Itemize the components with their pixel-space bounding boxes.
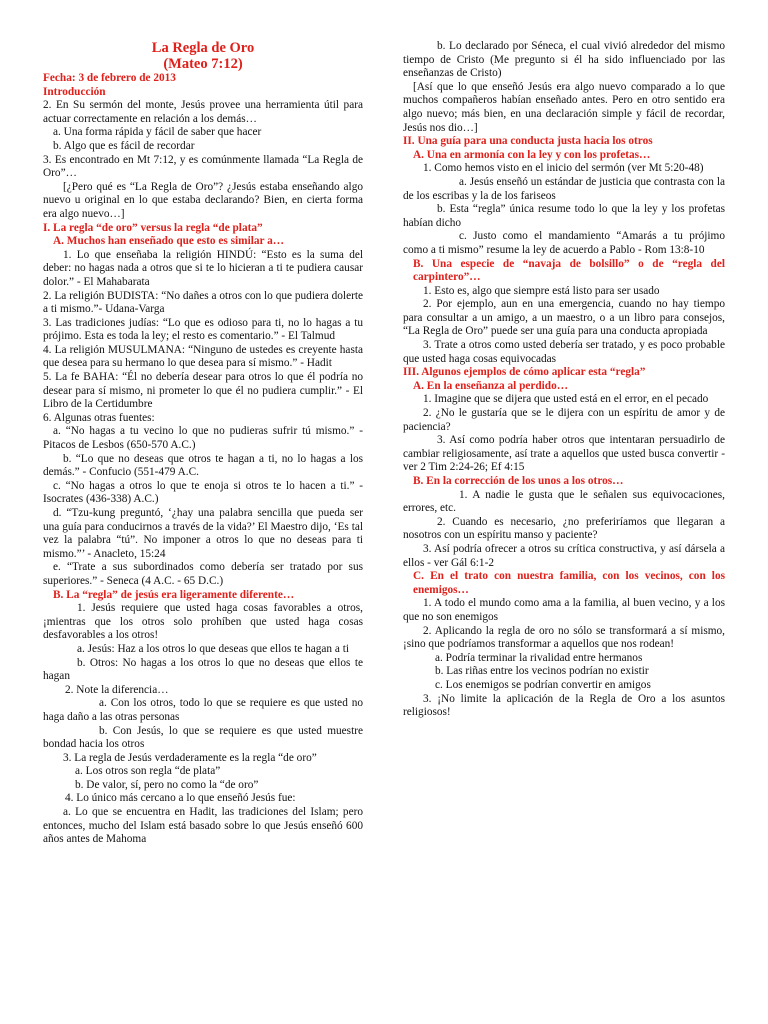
section-heading: II. Una guía para una conducta justa hacia los otros (403, 135, 653, 148)
paragraph: 2. ¿No le gustaría que se le dijera con un espíritu de amor y de paciencia? (403, 407, 725, 433)
paragraph: b. De valor, sí, pero no como la “de oro” (75, 778, 259, 791)
document-date: Fecha: 3 de febrero de 2013 (43, 72, 176, 84)
paragraph: 3. Así podría ofrecer a otros su crítica constructiva, y así dársela a ellos - ver Gál 6:1-2 (403, 542, 725, 569)
paragraph: 1. Como hemos visto en el inicio del sermón (ver Mt 5:20-48) (423, 162, 704, 175)
paragraph: [¿Pero qué es “La Regla de Oro”? ¿Jesús estaba enseñando algo nuevo u original en lo que estaba declarando? Bien, en cierta forma era algo nuevo…] (43, 180, 363, 220)
left-column-body (43, 99, 363, 847)
paragraph: 2. La religión BUDISTA: “No dañes a otros con lo que pudiera dolerte a ti mismo.”- Udana-Varga (43, 289, 363, 316)
section-introduction: Introducción (43, 85, 106, 98)
paragraph: a. Con los otros, todo lo que se requiere es que usted no haga daño a las otras personas (43, 697, 363, 723)
paragraph: 1. A nadie le gusta que le señalen sus equivocaciones, errores, etc. (403, 488, 725, 515)
paragraph: b. Esta “regla” única resume todo lo que la ley y los profetas habían dicho (403, 203, 725, 229)
paragraph: [Así que lo que enseñó Jesús era algo nuevo comparado a lo que muchos compañeros habían enseñado antes. Pero en otro sentido era algo nuevo; más bien, en una declaración simple y fácil de recordar, Jesús nos dio…] (403, 80, 725, 134)
paragraph: 3. Trate a otros como usted debería ser tratado, y es poco probable que usted haga cosas equivocadas (403, 339, 725, 365)
paragraph: 1. Imagine que se dijera que usted está en el error, en el pecado (423, 393, 709, 406)
paragraph: 1. Jesús requiere que usted haga cosas favorables a otros, ¡mientras que los otros solo prohíben que usted haga cosas desfavorables a los otros! (43, 602, 363, 642)
section-heading: B. La “regla” de jesús era ligeramente diferente… (53, 588, 295, 601)
paragraph: 2. Cuando es necesario, ¿no preferiríamos que llegaran a nosotros con un espíritu manso y paciente? (403, 515, 725, 542)
paragraph: 6. Algunas otras fuentes: (43, 411, 155, 424)
paragraph: b. Las riñas entre los vecinos podrían no existir (435, 665, 649, 678)
paragraph: c. “No hagas a otros lo que te enoja si otros te lo hacen a ti.” - Isocrates (436-338) A.C.) (43, 479, 363, 506)
paragraph: 5. La fe BAHA: “Él no debería desear para otros lo que él podría no desear para sí mismo, ni prometer lo que él no pudiera cumplir.” - El Libro de la Certidumbre (43, 371, 363, 411)
paragraph: 3. Es encontrado en Mt 7:12, y es comúnmente llamada “La Regla de Oro”… (43, 153, 363, 180)
paragraph: a. Los otros son regla “de plata” (75, 765, 221, 778)
paragraph: d. “Tzu-kung preguntó, ‘¿hay una palabra sencilla que pueda ser una guía para conducirnos a través de la vida?’ El Maestro dijo, ‘Es tal vez la palabra “tú”. No imponer a otros lo que no deseas para ti mismo.”’ - Anacleto, 15:24 (43, 507, 363, 560)
section-heading: A. Muchos han enseñado que esto es similar a… (53, 235, 285, 248)
paragraph: 2. Por ejemplo, aun en una emergencia, cuando no hay tiempo para consultar a un amigo, a un maestro, o a un libro para consejos, “La Regla de Oro” puede ser una guía para una conducta apropiada (403, 298, 725, 338)
paragraph: 3. Así como podría haber otros que intentaran persuadirlo de cambiar religiosamente, así trate a aquellos que usted busca convertir - ver 2 Tim 2:24-26; Ef 4:15 (403, 434, 725, 474)
section-heading: B. En la corrección de los unos a los otros… (413, 475, 624, 487)
paragraph: a. “No hagas a tu vecino lo que no pudieras sufrir tú mismo.” - Pitacos de Lesbos (650-570 A.C.) (43, 425, 363, 452)
paragraph: 3. La regla de Jesús verdaderamente es la regla “de oro” (63, 751, 317, 764)
paragraph: c. Justo como el mandamiento “Amarás a tu prójimo como a ti mismo” resume la ley de acuerdo a Pablo - Rom 13:8-10 (403, 230, 725, 256)
paragraph: c. Los enemigos se podrían convertir en amigos (435, 678, 651, 691)
paragraph: 2. Aplicando la regla de oro no sólo se transformará a sí mismo, ¡sino que podríamos transformar a aquellos que nos rodean! (403, 624, 725, 651)
section-heading: A. Una en armonía con la ley y con los profetas… (413, 148, 651, 161)
paragraph: a. Lo que se encuentra en Hadit, las tradiciones del Islam; pero entonces, mucho del Islam está basado sobre lo que Jesús enseñó 600 años antes de Mahoma (43, 806, 363, 846)
document-subtitle: (Mateo 7:12) (163, 56, 243, 72)
paragraph: a. Jesús: Haz a los otros lo que deseas que ellos te hagan a ti (77, 642, 349, 655)
section-heading: A. En la enseñanza al perdido… (413, 379, 569, 392)
section-heading: I. La regla “de oro” versus la regla “de plata” (43, 221, 263, 234)
paragraph: e. “Trate a sus subordinados como debería ser tratado por sus superiores.” - Seneca (4 A.C. - 65 D.C.) (43, 561, 363, 587)
paragraph: a. Jesús enseñó un estándar de justicia que contrasta con la de los escribas y la de los fariseos (403, 175, 725, 202)
section-heading: III. Algunos ejemplos de cómo aplicar esta “regla” (403, 366, 646, 379)
paragraph: 1. Lo que enseñaba la religión HINDÚ: “Esto es la suma del deber: no hagas nada a otros que si te lo hicieran a ti te pudiera causar dolor.” - El Mahabarata (43, 248, 363, 288)
paragraph: 4. La religión MUSULMANA: “Ninguno de ustedes es creyente hasta que desea para su hermano lo que desea para sí mismo.” - Hadit (43, 343, 363, 370)
paragraph: a. Podría terminar la rivalidad entre hermanos (435, 651, 643, 664)
left-column (43, 40, 363, 847)
paragraph: b. Con Jesús, lo que se requiere es que usted muestre bondad hacia los otros (43, 724, 363, 751)
paragraph: 3. Las tradiciones judías: “Lo que es odioso para ti, no lo hagas a tu prójimo. Esta es toda la ley; el resto es comentario.” - El Talmud (43, 316, 363, 343)
right-column (403, 40, 725, 720)
paragraph: 3. ¡No limite la aplicación de la Regla de Oro a los asuntos religiosos! (403, 692, 725, 719)
paragraph: b. Lo declarado por Séneca, el cual vivió alrededor del mismo tiempo de Cristo (Me pregunto si él ha sido influenciado por las enseñanzas de Cristo) (403, 40, 725, 80)
paragraph: a. Una forma rápida y fácil de saber que hacer (53, 126, 262, 139)
paragraph: 2. Note la diferencia… (65, 683, 169, 696)
paragraph: 1. A todo el mundo como ama a la familia, al buen vecino, y a los que no son enemigos (403, 597, 725, 623)
paragraph: b. Algo que es fácil de recordar (53, 139, 195, 152)
paragraph: 1. Esto es, algo que siempre está listo para ser usado (423, 284, 660, 297)
paragraph: 2. En Su sermón del monte, Jesús provee una herramienta útil para actuar correctamente en relación a los demás… (43, 99, 363, 125)
section-heading: C. En el trato con nuestra familia, con los vecinos, con los enemigos… (413, 570, 725, 596)
paragraph: b. “Lo que no deseas que otros te hagan a ti, no lo hagas a los demás.” - Confucio (551-479 A.C. (43, 452, 363, 479)
paragraph: 4. Lo único más cercano a lo que enseñó Jesús fue: (65, 792, 296, 805)
section-heading: B. Una especie de “navaja de bolsillo” o de “regla del carpintero”… (413, 257, 725, 284)
document-title: La Regla de Oro (151, 40, 255, 56)
paragraph: b. Otros: No hagas a los otros lo que no deseas que ellos te hagan (43, 656, 363, 683)
right-column-body (403, 40, 725, 720)
